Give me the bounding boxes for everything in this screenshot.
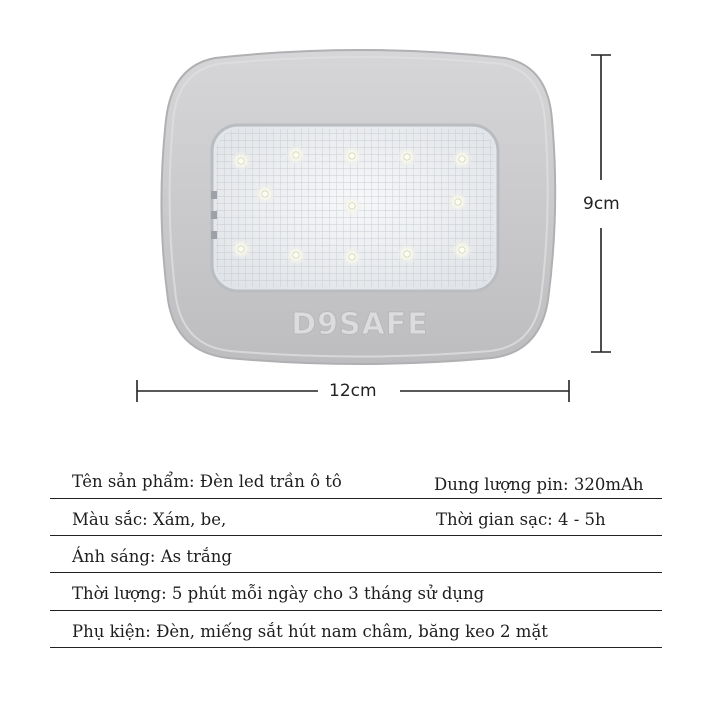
side-contact — [211, 231, 217, 239]
spec-divider — [50, 610, 662, 611]
led-dot — [404, 154, 410, 160]
width-label: 12cm — [325, 381, 381, 401]
spec-colors: Màu sắc: Xám, be, — [72, 510, 227, 529]
spec-light: Ánh sáng: As trắng — [72, 547, 232, 566]
spec-divider — [50, 647, 662, 648]
spec-divider — [50, 535, 662, 536]
led-dot — [459, 247, 465, 253]
spec-accessories: Phụ kiện: Đèn, miếng sắt hút nam châm, băng keo 2 mặt — [72, 622, 548, 641]
led-dot — [238, 246, 244, 252]
led-dot — [459, 156, 465, 162]
led-dot — [262, 191, 268, 197]
spec-divider — [50, 498, 662, 499]
spec-battery: Dung lượng pin: 320mAh — [434, 475, 644, 494]
led-dot — [404, 251, 410, 257]
side-contact — [211, 211, 217, 219]
height-label: 9cm — [583, 190, 620, 218]
led-dot — [293, 152, 299, 158]
side-contact — [211, 191, 217, 199]
spec-product-name: Tên sản phẩm: Đèn led trần ô tô — [72, 472, 342, 491]
spec-charge-time: Thời gian sạc: 4 - 5h — [436, 510, 606, 529]
led-dot — [349, 254, 355, 260]
spec-divider — [50, 572, 662, 573]
led-dot — [238, 158, 244, 164]
led-dot — [455, 199, 461, 205]
spec-duration: Thời lượng: 5 phút mỗi ngày cho 3 tháng sử dụng — [72, 584, 485, 603]
led-dot — [349, 203, 355, 209]
led-dot — [293, 252, 299, 258]
light-lens — [211, 125, 498, 291]
brand-watermark: D9SAFE — [291, 307, 429, 342]
led-dot — [349, 153, 355, 159]
